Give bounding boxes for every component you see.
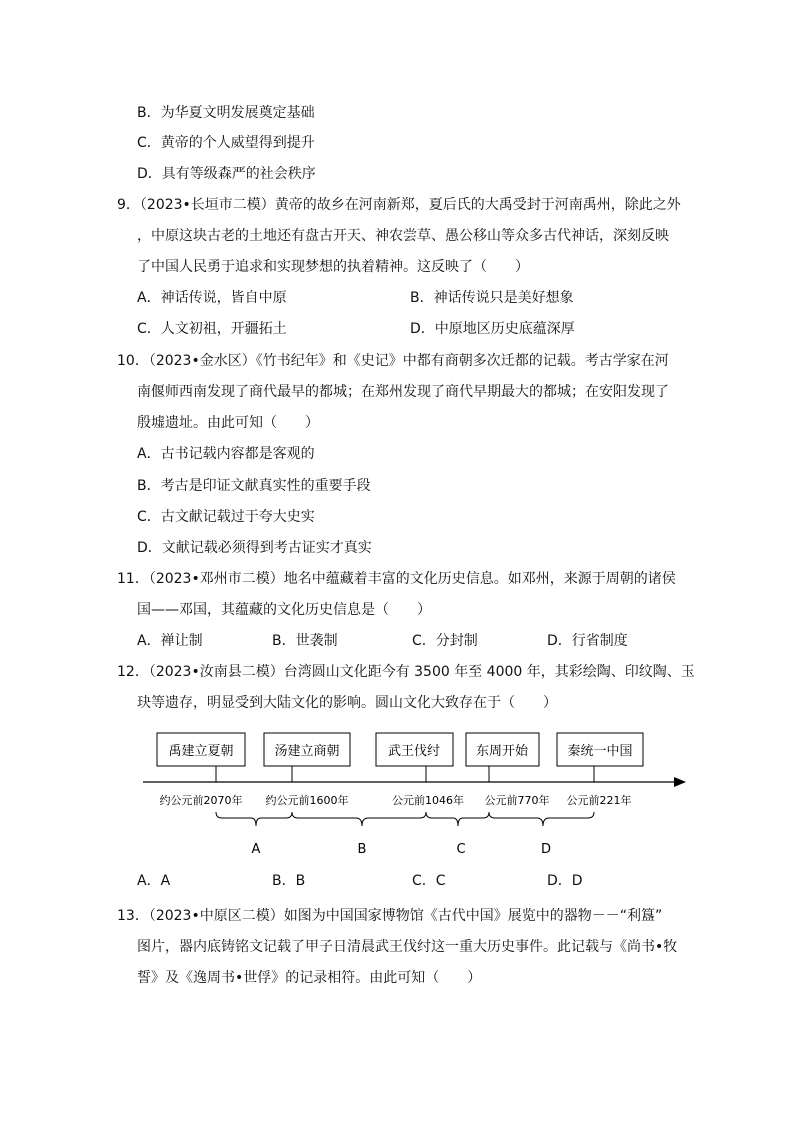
timeline-segment-d: D bbox=[540, 842, 552, 857]
q11-option-d: D．行省制度 bbox=[547, 633, 628, 649]
q10-stem-line-1: 10．（2023•金水区）《竹书纪年》和《史记》中都有商朝多次迁都的记载。考古学家在河 bbox=[117, 353, 669, 369]
q12-option-d: D．D bbox=[547, 873, 583, 889]
q12-option-a: A．A bbox=[137, 873, 171, 889]
q9-option-d: D．中原地区历史底蕴深厚 bbox=[410, 321, 575, 337]
q9-stem-line-2: ，中原这块古老的土地还有盘古开天、神农尝草、愚公移山等众多古代神话，深刻反映 bbox=[137, 228, 669, 244]
timeline-event-box-shang bbox=[264, 733, 350, 766]
q11-option-b: B．世袭制 bbox=[272, 633, 338, 649]
timeline-date-wuwang: 公元前1046年 bbox=[392, 794, 464, 807]
q12-option-c: C．C bbox=[412, 873, 446, 889]
q9-option-a: A．神话传说，皆自中原 bbox=[137, 290, 287, 306]
timeline-date-dongzhou: 公元前770年 bbox=[484, 794, 550, 807]
q12-stem-line-1: 12．（2023•汝南县二模）台湾圆山文化距今有 3500 年至 4000 年，其彩绘陶、印纹陶、玉 bbox=[117, 664, 695, 680]
q10-stem-line-2: 南偃师西南发现了商代最早的都城；在郑州发现了商代早期最大的都城；在安阳发现了 bbox=[137, 384, 669, 400]
svg-text:禹建立夏朝: 禹建立夏朝 bbox=[168, 744, 234, 759]
q12-option-b: B．B bbox=[272, 873, 306, 889]
q13-stem-line-2: 图片，器内底铸铭文记载了甲子日清晨武王伐纣这一重大历史事件。此记载与《尚书•牧 bbox=[137, 939, 678, 955]
timeline-date-qin: 公元前221年 bbox=[566, 794, 632, 807]
q10-option-d: D．文献记载必须得到考古证实才真实 bbox=[137, 540, 372, 556]
q8-option-b: B．为华夏文明发展奠定基础 bbox=[137, 105, 315, 121]
svg-text:武王伐纣: 武王伐纣 bbox=[387, 744, 441, 759]
q10-stem-line-3: 殷墟遗址。由此可知（ ） bbox=[137, 415, 319, 431]
q8-option-d: D．具有等级森严的社会秩序 bbox=[137, 166, 316, 182]
q8-option-c: C．黄帝的个人威望得到提升 bbox=[137, 135, 315, 151]
q13-stem-line-3: 誓》及《逸周书•世俘》的记录相符。由此可知（ ） bbox=[137, 970, 482, 986]
timeline-date-xia: 约公元前2070年 bbox=[159, 794, 243, 807]
timeline-date-shang: 约公元前1600年 bbox=[265, 794, 349, 807]
timeline-event-box-wuwang bbox=[376, 733, 453, 766]
q11-option-c: C．分封制 bbox=[412, 633, 478, 649]
svg-text:东周开始: 东周开始 bbox=[475, 744, 529, 759]
q11-stem-line-2: 国——邓国，其蕴藏的文化历史信息是（ ） bbox=[137, 602, 431, 618]
q9-stem-line-3: 了中国人民勇于追求和实现梦想的执着精神。这反映了（ ） bbox=[137, 259, 529, 275]
q10-option-c: C．古文献记载过于夸大史实 bbox=[137, 509, 315, 525]
q10-option-a: A．古书记载内容都是客观的 bbox=[137, 446, 315, 462]
timeline-segment-b: B bbox=[357, 842, 367, 857]
timeline-segment-a: A bbox=[251, 842, 261, 857]
svg-text:汤建立商朝: 汤建立商朝 bbox=[274, 744, 340, 759]
svg-text:秦统一中国: 秦统一中国 bbox=[567, 744, 633, 759]
timeline-segment-c: C bbox=[456, 842, 466, 857]
q13-stem-line-1: 13．（2023•中原区二模）如图为中国国家博物馆《古代中国》展览中的器物－－“利簋” bbox=[117, 908, 663, 924]
timeline-brace-a bbox=[216, 812, 292, 826]
timeline-event-box-xia bbox=[157, 733, 245, 766]
timeline-brace-c bbox=[426, 812, 489, 826]
q11-stem-line-1: 11．（2023•邓州市二模）地名中蕴藏着丰富的文化历史信息。如邓州，来源于周朝的诸侯 bbox=[117, 571, 676, 587]
timeline-event-box-dongzhou bbox=[466, 733, 539, 766]
q11-option-a: A．禅让制 bbox=[137, 633, 203, 649]
q9-option-b: B．神话传说只是美好想象 bbox=[410, 290, 574, 306]
q9-option-c: C．人文初祖，开疆拓土 bbox=[137, 321, 287, 337]
timeline-brace-d bbox=[489, 812, 594, 826]
timeline-brace-b bbox=[292, 812, 426, 826]
q12-stem-line-2: 玦等遗存，明显受到大陆文化的影响。圆山文化大致存在于（ ） bbox=[137, 695, 557, 711]
q9-stem-line-1: 9．（2023•长垣市二模）黄帝的故乡在河南新郑，夏后氏的大禹受封于河南禹州，除此之外 bbox=[117, 197, 681, 213]
timeline-axis bbox=[143, 777, 686, 787]
timeline-event-box-qin bbox=[557, 733, 643, 766]
q10-option-b: B．考古是印证文献真实性的重要手段 bbox=[137, 478, 371, 494]
